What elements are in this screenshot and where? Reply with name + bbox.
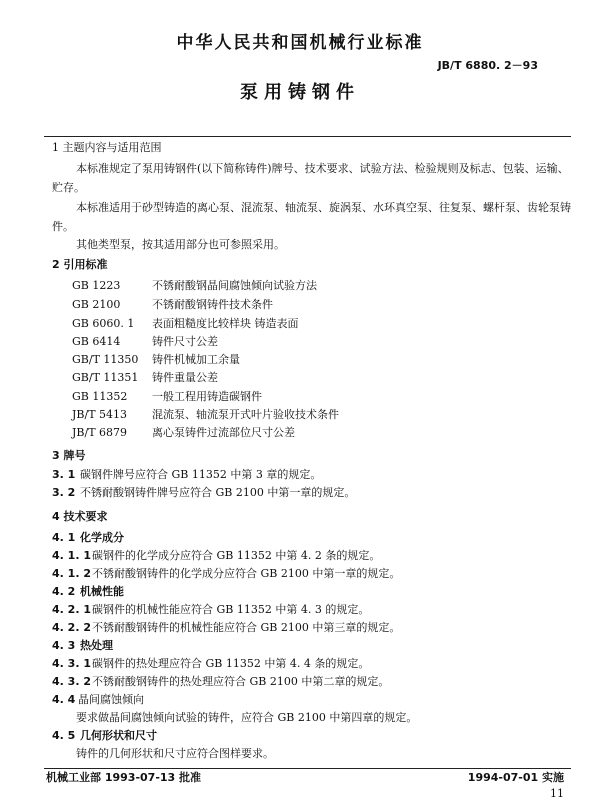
clause-number: 4. 1. 1: [52, 549, 91, 562]
clause-text: 碳钢件牌号应符合 GB 11352 中第 3 章的规定。: [80, 468, 322, 481]
clause-number: 4. 3: [52, 639, 76, 652]
ref-code: GB/T 11350: [72, 353, 139, 366]
clause-title: 热处理: [80, 639, 113, 652]
clause-number: 4. 4: [52, 693, 76, 706]
ref-title: 离心泵铸件过流部位尺寸公差: [152, 426, 295, 439]
clause-text: 碳钢件的化学成分应符合 GB 11352 中第 4. 2 条的规定。: [92, 549, 381, 562]
section-1-paragraph-1: 本标准规定了泵用铸钢件(以下简称铸件)牌号、技术要求、试验方法、检验规则及标志、包装、运输、: [76, 162, 569, 175]
ref-title: 混流泵、轴流泵开式叶片验收技术条件: [152, 408, 339, 421]
ref-title: 铸件重量公差: [152, 371, 218, 384]
clause-number: 3. 2: [52, 486, 76, 499]
document-title: 泵用铸钢件: [240, 82, 360, 103]
ref-title: 不锈耐酸钢铸件技术条件: [152, 298, 273, 311]
clause-text: 碳钢件的机械性能应符合 GB 11352 中第 4. 3 的规定。: [92, 603, 370, 616]
ref-code: JB/T 6879: [72, 426, 128, 439]
section-1-heading: 1 主题内容与适用范围: [52, 141, 162, 154]
clause-number: 4. 1. 2: [52, 567, 91, 580]
clause-text: 碳钢件的热处理应符合 GB 11352 中第 4. 4 条的规定。: [92, 657, 370, 670]
clause-text: 不锈耐酸钢铸件的热处理应符合 GB 2100 中第二章的规定。: [92, 675, 390, 688]
section-1-paragraph-1-cont: 贮存。: [52, 181, 85, 194]
ref-title: 铸件机械加工余量: [152, 353, 240, 366]
section-3-heading: 3 牌号: [52, 449, 86, 462]
ref-code: JB/T 5413: [72, 408, 128, 421]
clause-number: 4. 2. 2: [52, 621, 91, 634]
ref-code: GB 11352: [72, 390, 128, 403]
ref-code: GB 6060. 1: [72, 317, 135, 330]
ref-code: GB 2100: [72, 298, 121, 311]
ref-title: 不锈耐酸钢晶间腐蚀倾向试验方法: [152, 279, 317, 292]
clause-number: 3. 1: [52, 468, 76, 481]
ref-title: 铸件尺寸公差: [152, 335, 218, 348]
approval-date: 机械工业部 1993-07-13 批准: [46, 771, 202, 784]
clause-text: 铸件的几何形状和尺寸应符合图样要求。: [76, 747, 274, 760]
header-divider: [44, 136, 571, 137]
clause-number: 4. 3. 1: [52, 657, 91, 670]
section-4-heading: 4 技术要求: [52, 510, 108, 523]
clause-number: 4. 3. 2: [52, 675, 91, 688]
standard-name: 中华人民共和国机械行业标准: [176, 33, 424, 53]
page-number: 11: [550, 787, 564, 800]
clause-number: 4. 2. 1: [52, 603, 91, 616]
ref-code: GB 1223: [72, 279, 121, 292]
ref-title: 一般工程用铸造碳钢件: [152, 390, 262, 403]
clause-text: 不锈耐酸钢铸件牌号应符合 GB 2100 中第一章的规定。: [80, 486, 356, 499]
clause-number: 4. 1: [52, 531, 76, 544]
clause-text: 不锈耐酸钢铸件的机械性能应符合 GB 2100 中第三章的规定。: [92, 621, 401, 634]
clause-title: 几何形状和尺寸: [80, 729, 157, 742]
ref-code: GB/T 11351: [72, 371, 139, 384]
ref-code: GB 6414: [72, 335, 121, 348]
clause-text: 要求做晶间腐蚀倾向试验的铸件，应符合 GB 2100 中第四章的规定。: [76, 711, 418, 724]
clause-title: 晶间腐蚀倾向: [78, 693, 144, 706]
section-1-paragraph-2-cont: 件。: [52, 220, 74, 233]
clause-title: 化学成分: [80, 531, 124, 544]
implementation-date: 1994-07-01 实施: [467, 771, 564, 784]
clause-number: 4. 2: [52, 585, 76, 598]
clause-title: 机械性能: [80, 585, 124, 598]
section-2-heading: 2 引用标准: [52, 258, 108, 271]
ref-title: 表面粗糙度比较样块 铸造表面: [152, 317, 299, 330]
section-1-paragraph-2: 本标准适用于砂型铸造的离心泵、混流泵、轴流泵、旋涡泵、水环真空泵、往复泵、螺杆泵、齿轮泵铸: [76, 201, 571, 214]
footer-divider: [44, 768, 571, 769]
section-1-paragraph-3: 其他类型泵，按其适用部分也可参照采用。: [76, 238, 285, 251]
clause-text: 不锈耐酸钢铸件的化学成分应符合 GB 2100 中第一章的规定。: [92, 567, 401, 580]
standard-code: JB/T 6880. 2－93: [437, 59, 538, 72]
clause-number: 4. 5: [52, 729, 76, 742]
